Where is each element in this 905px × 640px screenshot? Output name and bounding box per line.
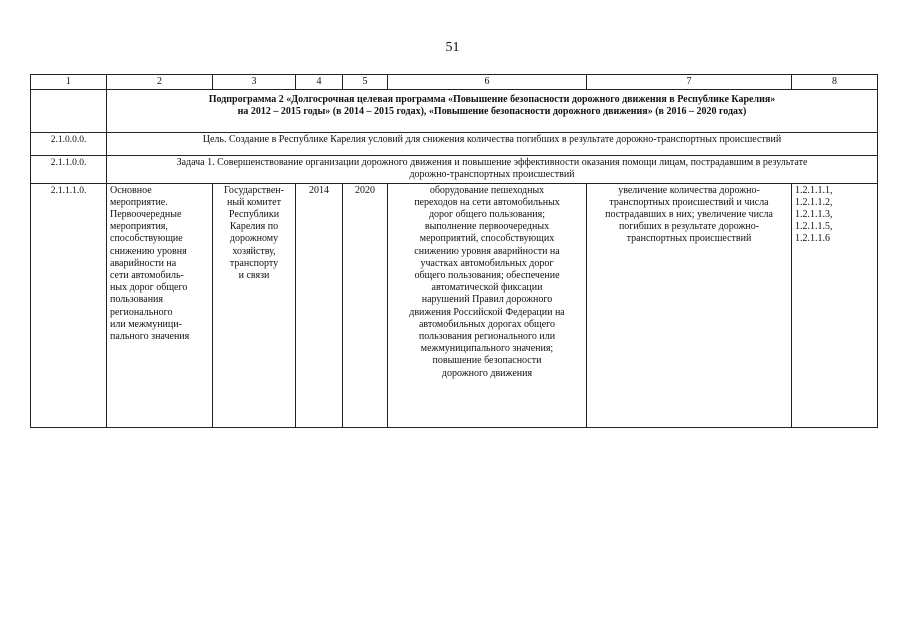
indicator-ref: 1.2.1.1.5, (795, 221, 833, 233)
activity-name-line: аварийности на (110, 257, 177, 269)
goal-row (31, 133, 878, 156)
consequence-line: погибших в результате дорожно- (618, 221, 760, 233)
subprogram-title-line2: на 2012 – 2015 годы» (в 2014 – 2015 годах), «Повышение безопасности дорожного движения» (в 2016 – 2020 годах) (237, 106, 747, 118)
activity-name-line: пользования (110, 294, 163, 306)
result-line: автомобильных дорогах общего (418, 318, 556, 330)
indicator-ref: 1.2.1.1.6 (795, 233, 830, 245)
result-line: нарушений Правил дорожного (421, 294, 553, 306)
result-line: дорог общего пользования; (428, 209, 546, 221)
result-line: межмуниципального значения; (420, 343, 554, 355)
result-line: участках автомобильных дорог (420, 257, 554, 269)
column-number-3: 3 (213, 75, 296, 90)
subprogram-title-line1: Подпрограмма 2 «Долгосрочная целевая программа «Повышение безопасности дорожного движения в Республике Карелия» (208, 94, 776, 106)
activity-name-line: или межмуници- (110, 318, 182, 330)
activity-row (31, 183, 878, 427)
activity-name-line: снижению уровня (110, 245, 187, 257)
activity-expected-result (388, 183, 587, 427)
activity-end-year: 2020 (343, 183, 388, 427)
activity-executor (213, 183, 296, 427)
indicator-ref: 1.2.1.1.3, (795, 209, 833, 221)
executor-line: Государствен- (224, 184, 284, 196)
result-line: движения Российской Федерации на (409, 306, 565, 318)
task-text (107, 156, 878, 183)
result-line: автоматической фиксации (431, 282, 543, 294)
activity-name-line: пального значения (110, 331, 190, 343)
activity-name-line: регионального (110, 306, 173, 318)
activity-indicator-refs (792, 183, 878, 427)
consequence-line: транспортных происшествий и числа (609, 196, 769, 208)
consequence-line: пострадавших в них; увеличение числа (605, 209, 773, 221)
result-line: мероприятий, способствующих (419, 233, 555, 245)
executor-line: Республики (228, 209, 280, 221)
result-line: дорожного движения (441, 367, 533, 379)
activity-name-line: мероприятия, (110, 221, 168, 233)
task-text-line1: Задача 1. Совершенствование организации дорожного движения и повышение эффективности оказания помощи лицам, пострадавшим в результате (176, 157, 808, 169)
executor-line: дорожному (229, 233, 279, 245)
result-line: пользования регионального или (418, 331, 556, 343)
result-line: снижению уровня аварийности на (414, 245, 560, 257)
executor-line: транспорту (229, 257, 279, 269)
executor-line: ный комитет (227, 196, 281, 208)
indicator-ref: 1.2.1.1.2, (795, 196, 833, 208)
column-number-5: 5 (343, 75, 388, 90)
activity-name-line: Основное (110, 184, 152, 196)
page-number: 51 (445, 40, 460, 55)
column-number-6: 6 (388, 75, 587, 90)
task-text-line2: дорожно-транспортных происшествий (409, 169, 575, 181)
column-number-2: 2 (107, 75, 213, 90)
executor-line: хозяйству, (232, 245, 276, 257)
result-line: повышение безопасности (432, 355, 542, 367)
goal-code: 2.1.0.0.0. (31, 133, 107, 156)
activity-code: 2.1.1.1.0. (31, 183, 107, 427)
column-number-1: 1 (31, 75, 107, 90)
result-line: выполнение первоочередных (424, 221, 550, 233)
activity-name-line: сети автомобиль- (110, 270, 184, 282)
column-number-4: 4 (296, 75, 343, 90)
result-line: общего пользования; обеспечение (414, 270, 560, 282)
activity-name (107, 183, 213, 427)
subprogram-row (31, 90, 878, 133)
executor-line: и связи (238, 270, 270, 282)
consequence-line: увеличение количества дорожно- (618, 184, 760, 196)
activity-consequences (587, 183, 792, 427)
column-number-7: 7 (587, 75, 792, 90)
program-table (30, 74, 878, 428)
result-line: переходов на сети автомобильных (414, 196, 560, 208)
indicator-ref: 1.2.1.1.1, (795, 184, 833, 196)
executor-line: Карелия по (229, 221, 279, 233)
column-number-8: 8 (792, 75, 878, 90)
activity-start-year: 2014 (296, 183, 343, 427)
task-row (31, 156, 878, 183)
task-code: 2.1.1.0.0. (31, 156, 107, 183)
activity-name-line: Первоочередные (110, 209, 182, 221)
subprogram-code (31, 90, 107, 133)
activity-name-line: ных дорог общего (110, 282, 188, 294)
consequence-line: транспортных происшествий (626, 233, 752, 245)
activity-name-line: способствующие (110, 233, 183, 245)
goal-text: Цель. Создание в Республике Карелия условий для снижения количества погибших в результате дорожно-транспортных происшествий (107, 133, 878, 156)
activity-name-line: мероприятие. (110, 196, 168, 208)
result-line: оборудование пешеходных (429, 184, 545, 196)
subprogram-title (107, 90, 878, 133)
column-number-row (31, 75, 878, 90)
